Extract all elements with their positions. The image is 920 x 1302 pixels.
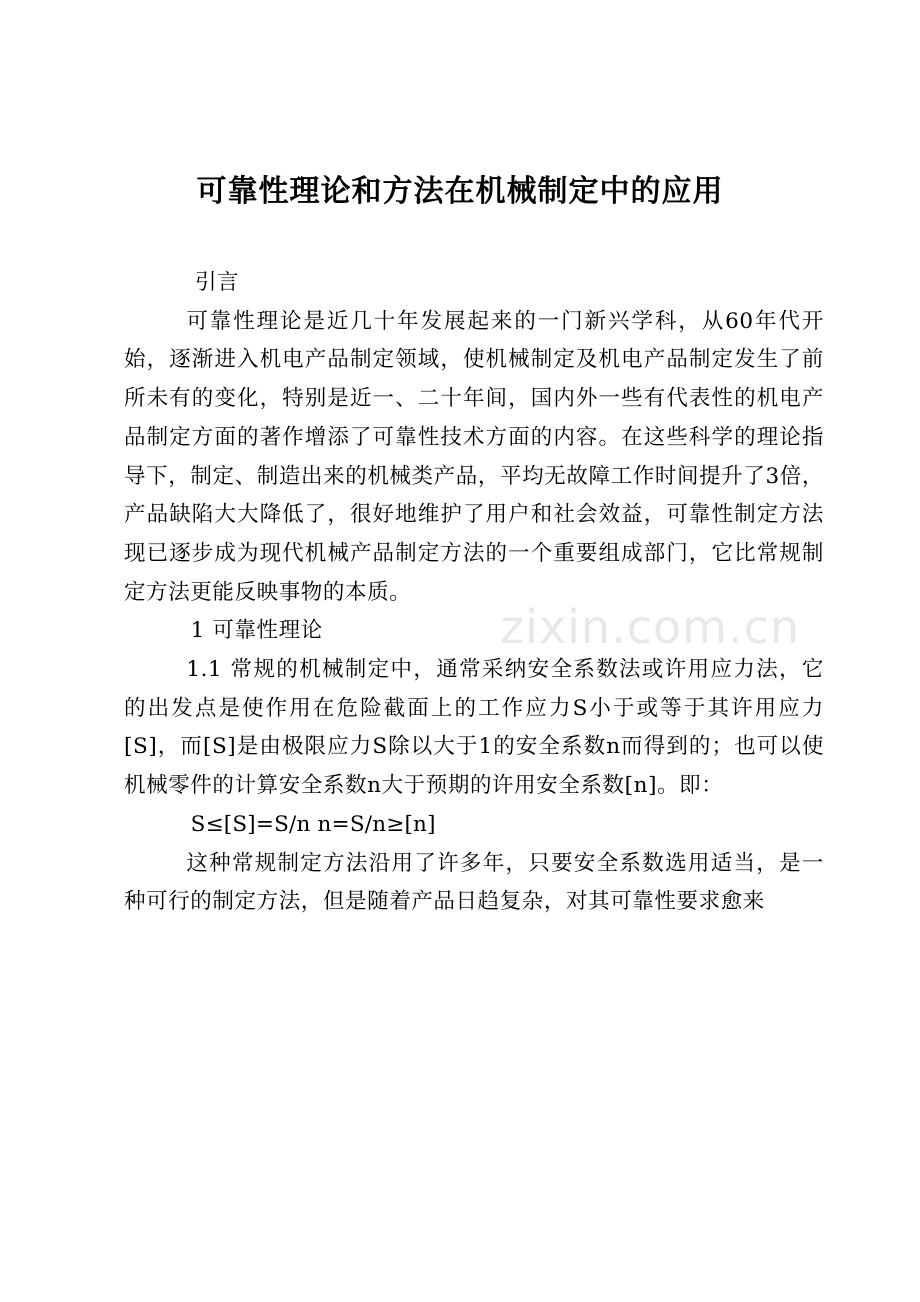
section-1-heading: 1 可靠性理论 <box>190 618 323 644</box>
document-body <box>124 264 824 922</box>
document-title: 可靠性理论和方法在机械制定中的应用 <box>196 174 724 209</box>
watermark: zixin.com.cn <box>500 600 801 654</box>
intro-heading: 引言 <box>194 270 240 295</box>
intro-paragraph: 可靠性理论是近几十年发展起来的一门新兴学科，从60年代开始，逐渐进入机电产品制定领域，使机械制定及机电产品制定发生了前所未有的变化，特别是近一、二十年间，国内外一些有代表性的机电产品制定方面的著作增添了可靠性技术方面的内容。在这些科学的理论指导下，制定、制造出来的机械类产品，平均无故障工作时间提升了3倍，产品缺陷大大降低了，很好地维护了用户和社会效益，可靠性制定方法现已逐步成为现代机械产品制定方法的一个重要组成部门，它比常规制定方法更能反映事物的本质。 <box>124 308 824 605</box>
safety-factor-formula: S≤[S]=S/n n=S/n≥[n] <box>190 811 436 837</box>
section-1-1-paragraph: 1.1 常规的机械制定中，通常采纳安全系数法或许用应力法，它的出发点是使作用在危险截面上的工作应力S小于或等于其许用应力[S]，而[S]是由极限应力S除以大于1的安全系数n而得到的；也可以使机械零件的计算安全系数n大于预期的许用安全系数[n]。即： <box>124 657 824 799</box>
conventional-method-paragraph: 这种常规制定方法沿用了许多年，只要安全系数选用适当，是一种可行的制定方法，但是随着产品日趋复杂，对其可靠性要求愈来 <box>124 850 824 915</box>
